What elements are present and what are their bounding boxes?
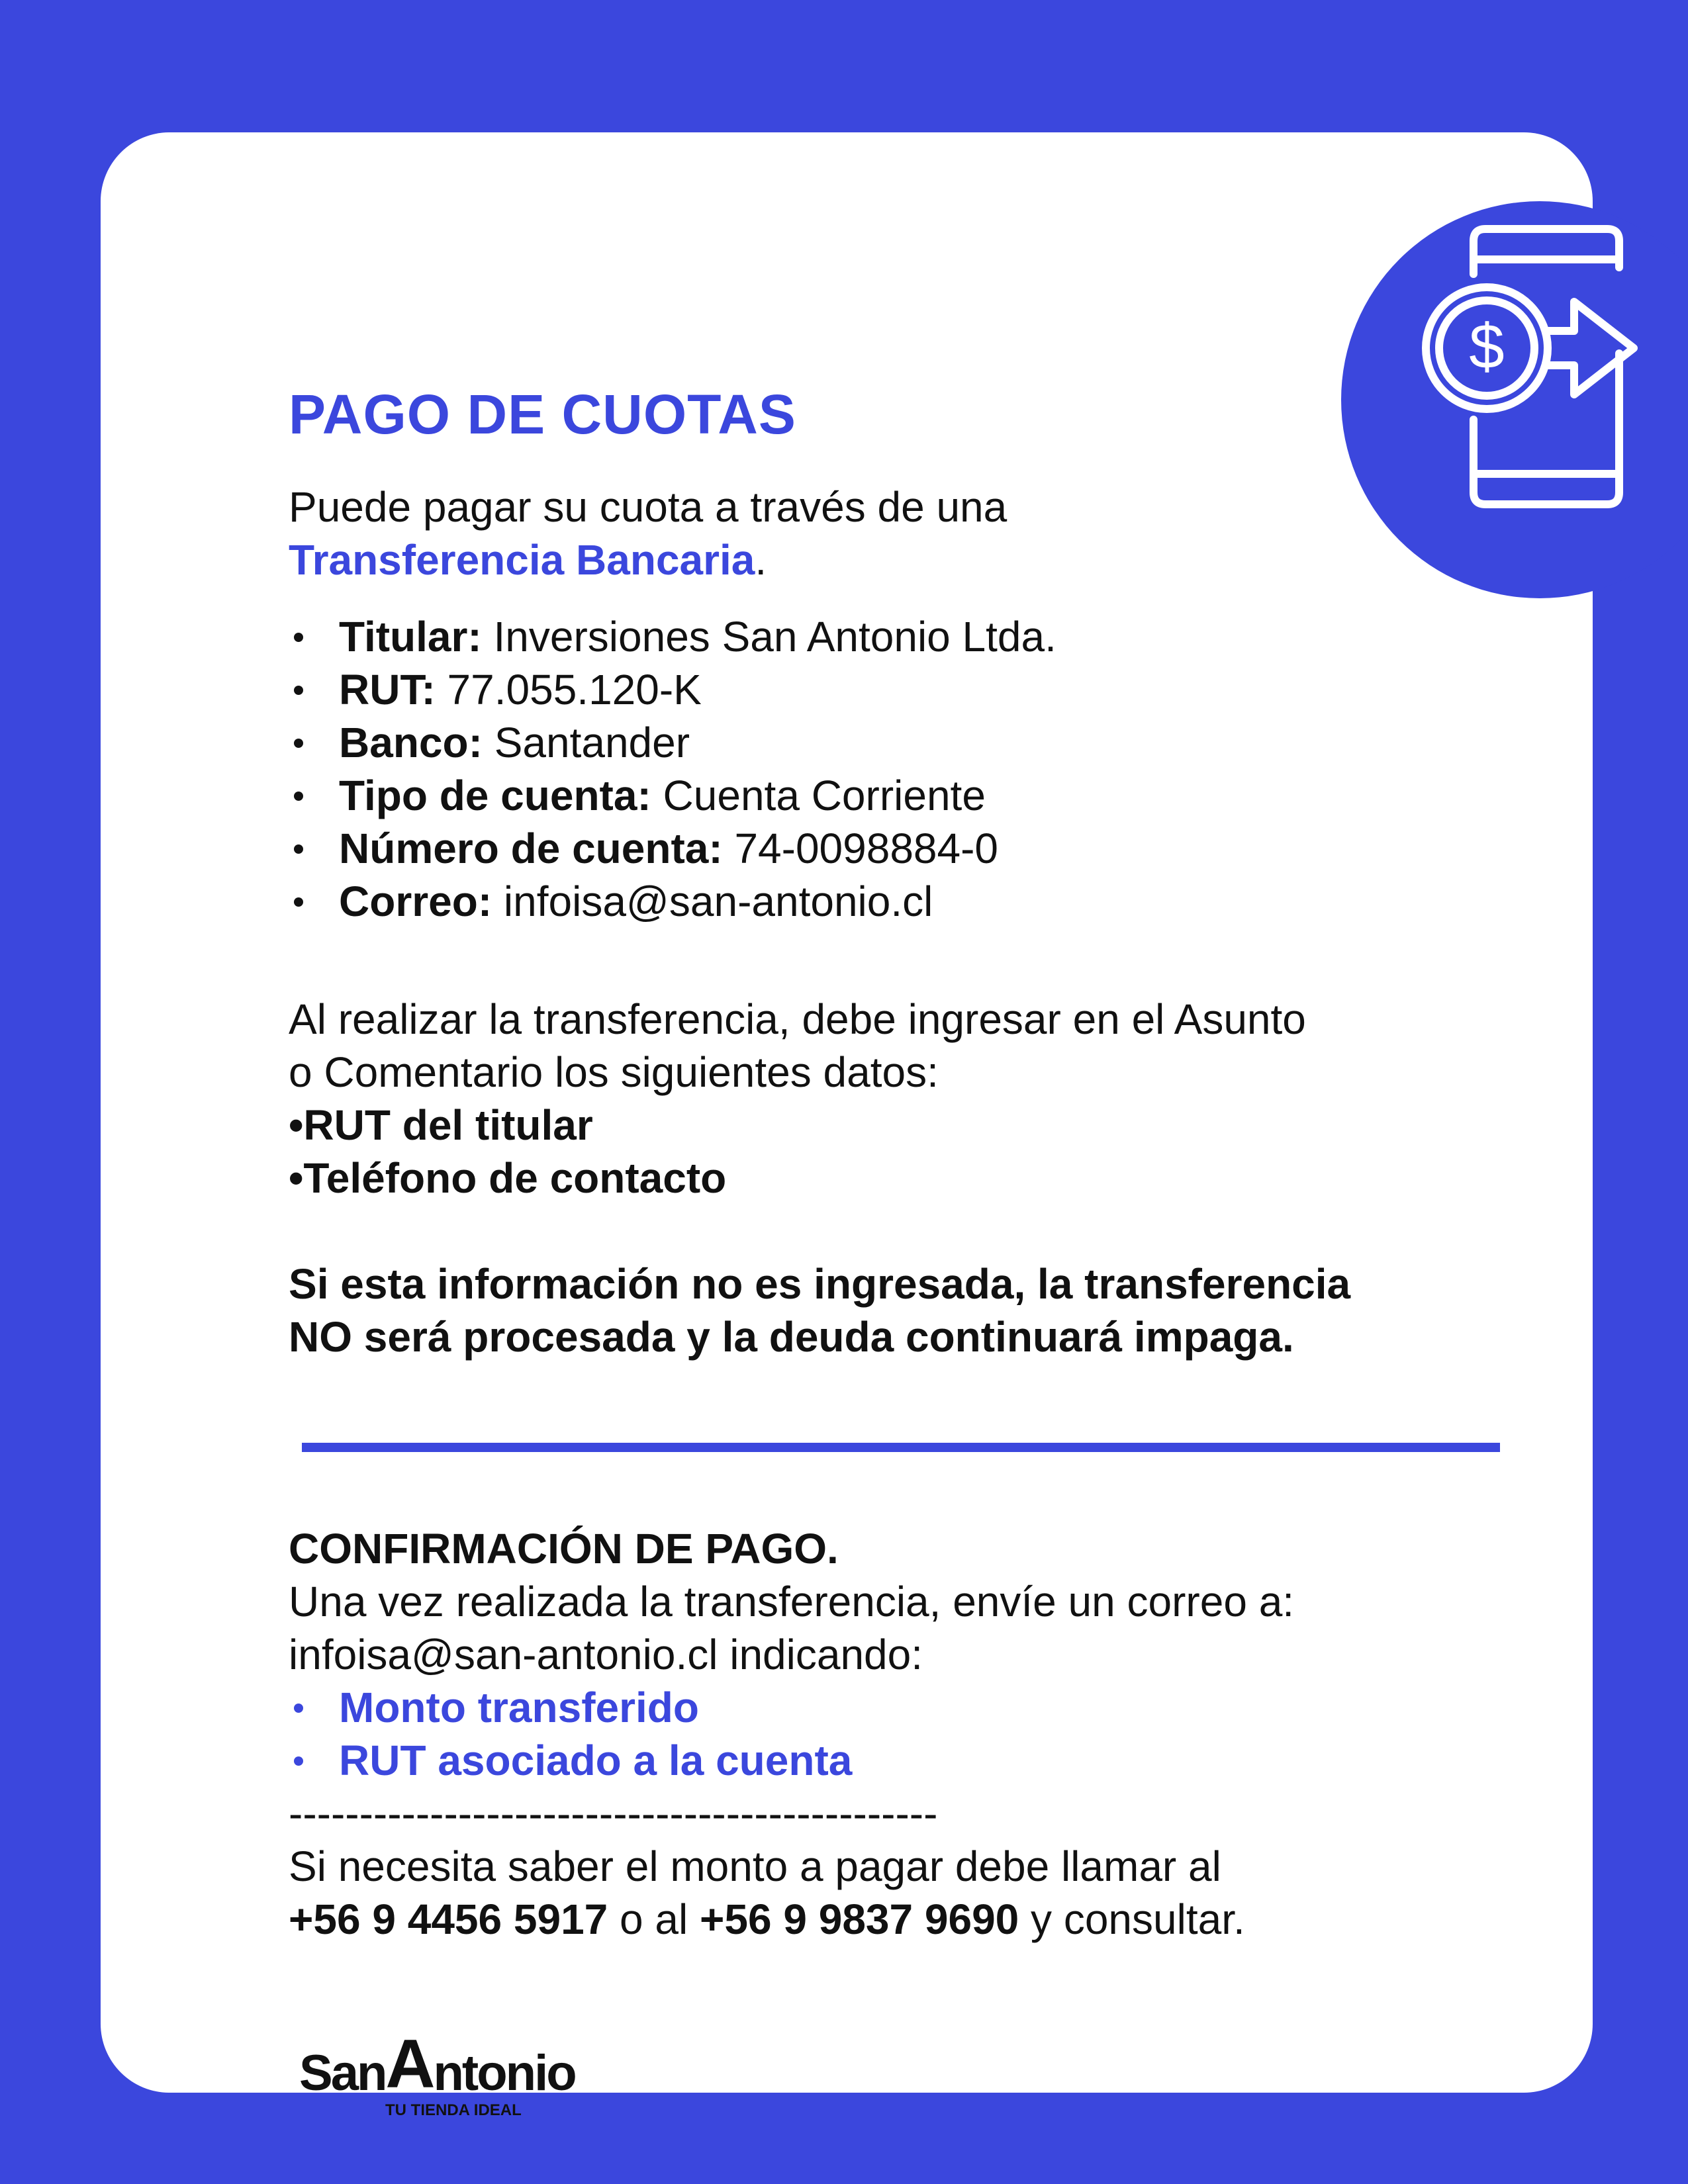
intro-text [289, 480, 1007, 586]
mobile-payment-transfer-icon [1341, 201, 1688, 598]
warning-line: Si esta información no es ingresada, la transferencia [289, 1260, 1351, 1308]
phone-line [289, 1893, 1294, 1946]
info-card [101, 132, 1593, 2119]
required-item: •RUT del titular [289, 1101, 593, 1149]
detail-label: RUT: [339, 666, 436, 713]
warning-text [289, 1257, 1350, 1363]
detail-label: Banco: [339, 719, 483, 766]
detail-value: 77.055.120-K [435, 666, 702, 713]
logo-tagline: TU TIENDA IDEAL [385, 2101, 522, 2119]
warning-line: NO será procesada y la deuda continuará impaga. [289, 1313, 1294, 1361]
detail-value: infoisa@san-antonio.cl [492, 878, 933, 925]
phone-number-2: +56 9 9837 9690 [700, 1895, 1019, 1943]
phone-number-1: +56 9 4456 5917 [289, 1895, 608, 1943]
detail-label: Correo: [339, 878, 492, 925]
icon-circle [1341, 201, 1688, 598]
subject-instructions [289, 993, 1306, 1205]
list-item [289, 875, 1056, 928]
call-end: y consultar. [1019, 1895, 1245, 1943]
instruction-line: Al realizar la transferencia, debe ingresar en el Asunto [289, 995, 1306, 1043]
list-item [289, 769, 1056, 822]
detail-label: Tipo de cuenta: [339, 772, 651, 819]
intro-highlight-line [289, 533, 1007, 586]
section-divider [302, 1443, 1500, 1452]
instruction-line: o Comentario los siguientes datos: [289, 1048, 939, 1096]
dashed-separator: ---------------------------------------------- [289, 1790, 938, 1837]
call-line: Si necesita saber el monto a pagar debe llamar al [289, 1843, 1221, 1890]
confirmation-line: infoisa@san-antonio.cl indicando: [289, 1631, 923, 1678]
detail-value: Cuenta Corriente [651, 772, 986, 819]
confirmation-list [289, 1681, 1294, 1787]
san-antonio-logo [299, 2025, 590, 2131]
confirmation-heading: CONFIRMACIÓN DE PAGO. [289, 1525, 839, 1572]
transfer-method: Transferencia Bancaria [289, 536, 755, 584]
intro-period: . [755, 536, 767, 584]
detail-value: Inversiones San Antonio Ltda. [481, 613, 1056, 660]
list-item [289, 610, 1056, 663]
list-item [289, 716, 1056, 769]
confirmation-section [289, 1522, 1294, 1946]
logo-wordmark: SanAntonio [299, 2026, 575, 2103]
detail-label: Número de cuenta: [339, 825, 723, 872]
detail-value: Santander [482, 719, 690, 766]
list-item: RUT asociado a la cuenta [289, 1734, 1294, 1787]
required-item: •Teléfono de contacto [289, 1154, 727, 1202]
detail-label: Titular: [339, 613, 482, 660]
list-item [289, 822, 1056, 875]
phone-connector: o al [608, 1895, 700, 1943]
list-item: Monto transferido [289, 1681, 1294, 1734]
page-title: PAGO DE CUOTAS [289, 383, 796, 445]
list-item [289, 663, 1056, 716]
detail-value: 74-0098884-0 [722, 825, 998, 872]
svg-text:$: $ [1469, 311, 1505, 382]
intro-line: Puede pagar su cuota a través de una [289, 483, 1008, 531]
confirmation-line: Una vez realizada la transferencia, envíe un correo a: [289, 1578, 1295, 1625]
account-details-list [289, 610, 1056, 928]
